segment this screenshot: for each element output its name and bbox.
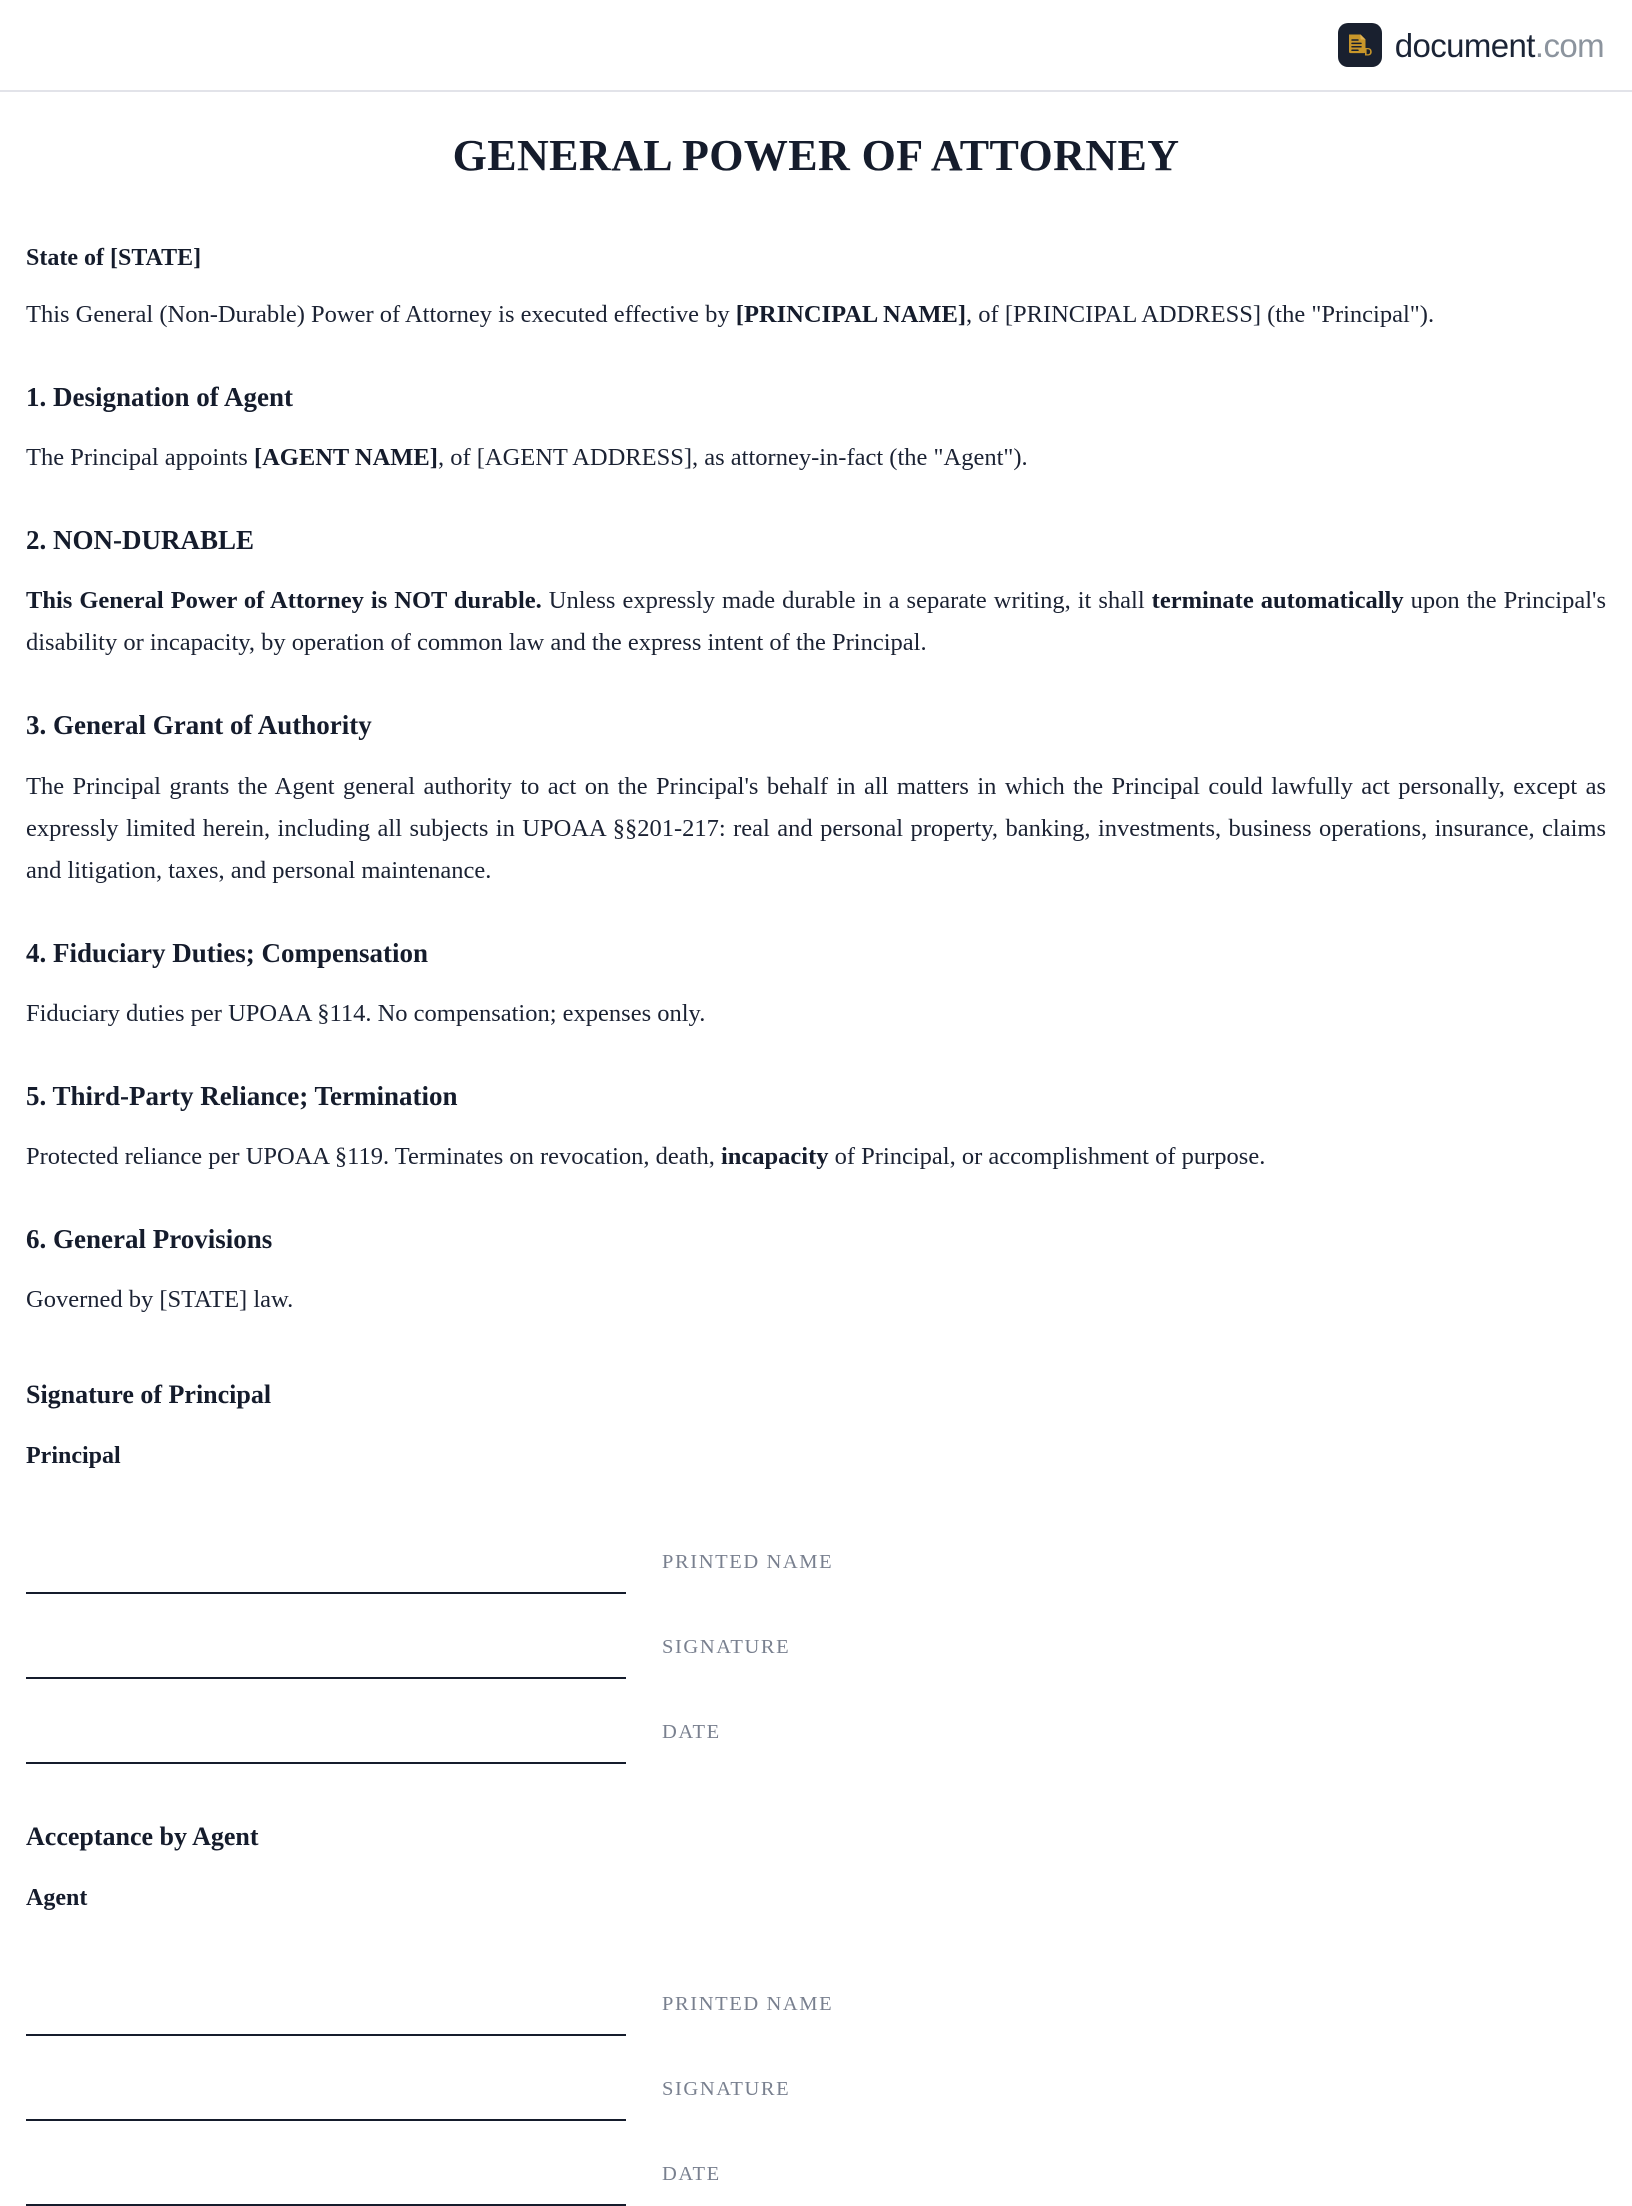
principal-signature-caption: SIGNATURE bbox=[662, 1635, 791, 1658]
state-line: State of [STATE] bbox=[26, 244, 202, 271]
agent-signature-line[interactable] bbox=[26, 2036, 626, 2121]
document-logo-icon bbox=[1338, 23, 1382, 67]
agent-date-line[interactable] bbox=[26, 2121, 626, 2206]
section-2-bold1: This General Power of Attorney is NOT durable. bbox=[26, 587, 542, 615]
section-heading-1: 1. Designation of Agent bbox=[26, 381, 294, 412]
section-heading-6: 6. General Provisions bbox=[26, 1224, 273, 1255]
intro-paragraph bbox=[26, 294, 1606, 336]
principal-printed-name-caption: PRINTED NAME bbox=[662, 1550, 834, 1573]
section-body-2 bbox=[26, 580, 1606, 664]
section-1-text-part1: The Principal appoints bbox=[26, 444, 254, 472]
intro-text-part1: This General (Non-Durable) Power of Attorney is executed effective by bbox=[26, 300, 736, 328]
section-heading-5: 5. Third-Party Reliance; Termination bbox=[26, 1081, 458, 1112]
brand-wordmark bbox=[1394, 26, 1604, 64]
section-2-text-part2: upon the Principal's disability or incapacity, by operation of common law and the express intent of the Principal. bbox=[26, 587, 1606, 657]
principal-printed-name-line[interactable] bbox=[26, 1509, 626, 1594]
page-title: GENERAL POWER OF ATTORNEY bbox=[452, 131, 1180, 180]
agent-name-placeholder: [AGENT NAME] bbox=[253, 444, 438, 472]
section-2-bold2: terminate automatically bbox=[1151, 587, 1404, 615]
signature-row bbox=[26, 2036, 1606, 2121]
section-heading-2: 2. NON-DURABLE bbox=[26, 525, 255, 556]
section-heading-3: 3. General Grant of Authority bbox=[26, 710, 372, 741]
agent-printed-name-caption: PRINTED NAME bbox=[662, 1992, 834, 2015]
signature-fields-agent bbox=[26, 1951, 1606, 2206]
svg-text:D: D bbox=[1363, 46, 1372, 59]
brand-tld: .com bbox=[1534, 26, 1604, 64]
section-5-text-part1: Protected reliance per UPOAA §119. Terminates on revocation, death, bbox=[26, 1143, 721, 1171]
brand-name: document bbox=[1394, 26, 1535, 64]
section-body-4: Fiduciary duties per UPOAA §114. No compensation; expenses only. bbox=[26, 1000, 706, 1028]
signature-row bbox=[26, 1951, 1606, 2036]
intro-text-part2: , of [PRINCIPAL ADDRESS] (the "Principal"). bbox=[966, 300, 1435, 328]
section-body-3: The Principal grants the Agent general authority to act on the Principal's behalf in all matters in which the Principal could lawfully act personally, except as expressly limited herein, including all subjects in UPOAA §§201-217: real and personal property, banking, investments, business operations, insurance, claims and litigation, taxes, and personal maintenance. bbox=[26, 772, 1606, 884]
section-heading-4: 4. Fiduciary Duties; Compensation bbox=[26, 937, 429, 968]
section-body-5 bbox=[26, 1136, 1606, 1178]
agent-signature-caption: SIGNATURE bbox=[662, 2077, 791, 2100]
section-1-text-part2: , of [AGENT ADDRESS], as attorney-in-fact (the "Agent"). bbox=[437, 444, 1028, 472]
party-label-principal: Principal bbox=[26, 1443, 121, 1470]
signature-row bbox=[26, 2121, 1606, 2206]
principal-date-caption: DATE bbox=[662, 1720, 721, 1743]
document-page bbox=[0, 130, 1632, 2206]
principal-signature-line[interactable] bbox=[26, 1594, 626, 1679]
signature-block-heading-principal: Signature of Principal bbox=[26, 1379, 272, 1409]
section-body-6: Governed by [STATE] law. bbox=[26, 1286, 294, 1314]
brand-logo[interactable] bbox=[1338, 23, 1604, 67]
section-2-text-part1: Unless expressly made durable in a separate writing, it shall bbox=[541, 587, 1152, 615]
principal-name-placeholder: [PRINCIPAL NAME] bbox=[735, 300, 967, 328]
signature-block-heading-agent: Acceptance by Agent bbox=[26, 1821, 259, 1851]
party-label-agent: Agent bbox=[26, 1885, 88, 1912]
signature-row bbox=[26, 1509, 1606, 1594]
signature-row bbox=[26, 1679, 1606, 1764]
signature-row bbox=[26, 1594, 1606, 1679]
agent-printed-name-line[interactable] bbox=[26, 1951, 626, 2036]
document-header bbox=[0, 0, 1632, 92]
signature-fields-principal bbox=[26, 1509, 1606, 1764]
section-5-text-part2: of Principal, or accomplishment of purpose. bbox=[828, 1143, 1266, 1171]
section-body-1 bbox=[26, 437, 1606, 479]
principal-date-line[interactable] bbox=[26, 1679, 626, 1764]
agent-date-caption: DATE bbox=[662, 2162, 721, 2185]
section-5-bold1: incapacity bbox=[720, 1143, 829, 1171]
